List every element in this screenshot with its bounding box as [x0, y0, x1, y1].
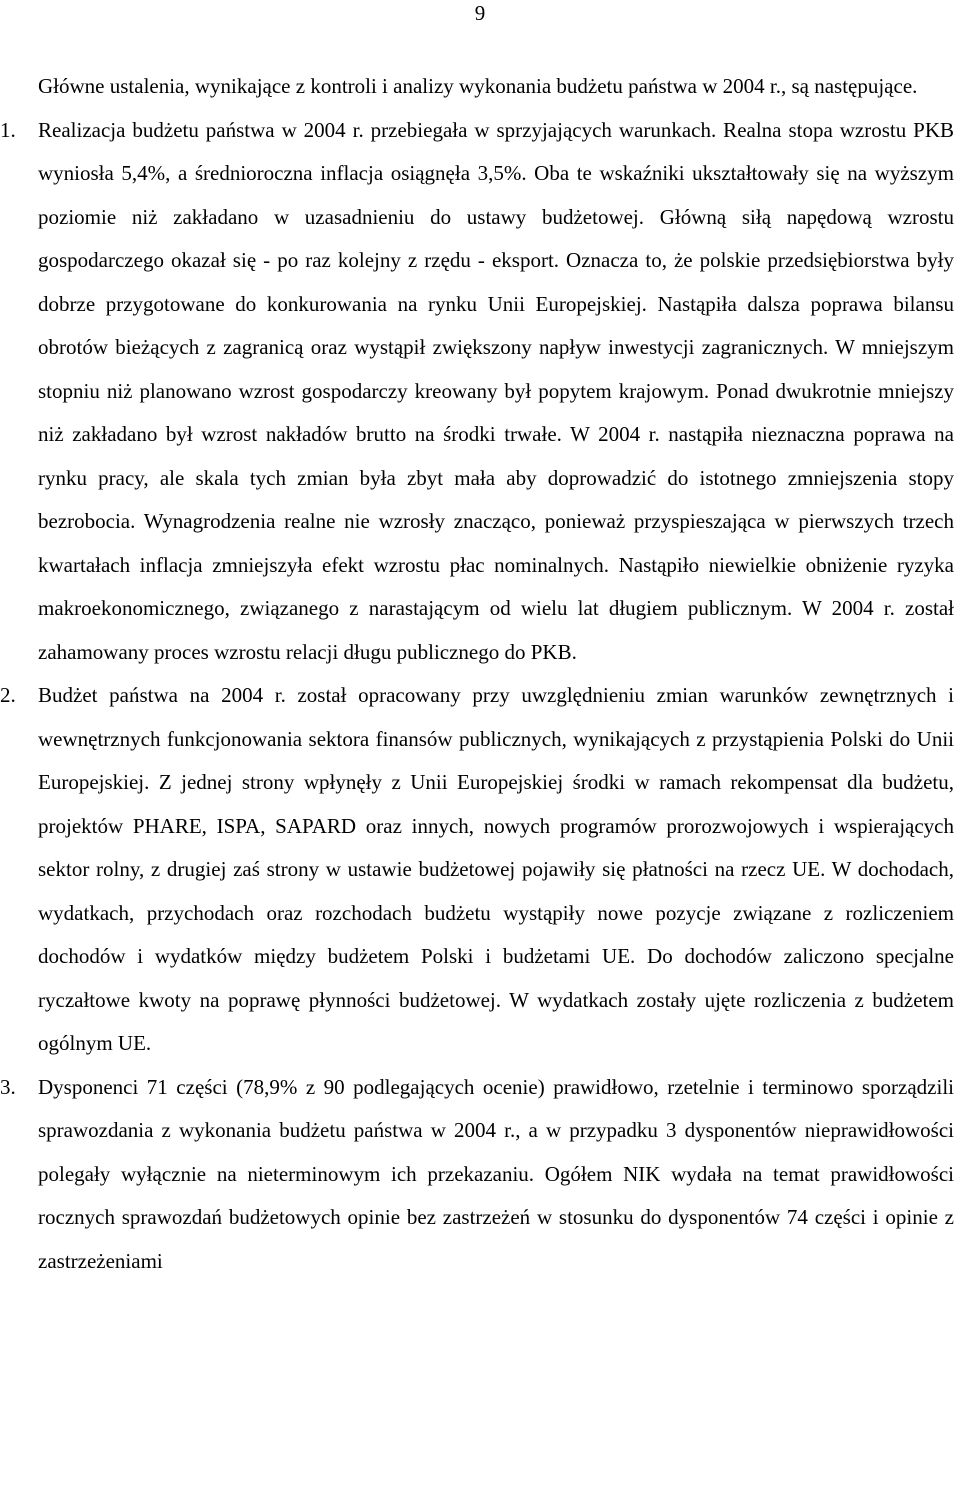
finding-text: Realizacja budżetu państwa w 2004 r. przebiegała w sprzyjających warunkach. Realna stopa wzrostu PKB wyniosła 5,4%, a średnioroczna inflacja osiągnęła 3,5%. Oba te wskaźniki ukształtowały się na wyższym poziomie niż zakładano w uzasadnieniu do ustawy budżetowej. Główną siłą napędową wzrostu gospodarczego okazał się - po raz kolejny z rzędu - eksport. Oznacza to, że polskie przedsiębiorstwa były dobrze przygotowane do konkurowania na rynku Unii Europejskiej. Nastąpiła dalsza poprawa bilansu obrotów bieżących z zagranicą oraz wystąpił zwiększony napływ inwestycji zagranicznych. W mniejszym stopniu niż planowano wzrost gospodarczy kreowany był popytem krajowym. Ponad dwukrotnie mniejszy niż zakładano był wzrost nakładów brutto na środki trwałe. W 2004 r. nastąpiła nieznaczna poprawa na rynku pracy, ale skala tych zmian była zbyt mała aby doprowadzić do istotnego zmniejszenia stopy bezrobocia. Wynagrodzenia realne nie wzrosły znacząco, ponieważ przyspieszająca w pierwszych trzech kwartałach inflacja zmniejszyła efekt wzrostu płac nominalnych. Nastąpiło niewielkie obniżenie ryzyka makroekonomicznego, związanego z narastającym od wielu lat długiem publicznym. W 2004 r. został zahamowany proces wzrostu relacji długu publicznego do PKB.	[38, 117, 954, 664]
finding-number: 3.	[0, 1074, 16, 1099]
finding-item-3	[0, 1066, 954, 1284]
document-body	[0, 65, 954, 1283]
finding-item-1	[0, 109, 954, 675]
finding-text: Dysponenci 71 części (78,9% z 90 podlegających ocenie) prawidłowo, rzetelnie i terminowo sporządzili sprawozdania z wykonania budżetu państwa w 2004 r., a w przypadku 3 dysponentów nieprawidłowości polegały wyłącznie na nieterminowym ich przekazaniu. Ogółem NIK wydała na temat prawidłowości rocznych sprawozdań budżetowych opinie bez zastrzeżeń w stosunku do dysponentów 74 części i opinie z zastrzeżeniami	[38, 1074, 954, 1273]
finding-item-2	[0, 674, 954, 1066]
page-number: 9	[474, 1, 486, 25]
finding-number: 1.	[0, 117, 16, 142]
finding-text: Budżet państwa na 2004 r. został opracowany przy uwzględnieniu zmian warunków zewnętrznych i wewnętrznych funkcjonowania sektora finansów publicznych, wynikających z przystąpienia Polski do Unii Europejskiej. Z jednej strony wpłynęły z Unii Europejskiej środki w ramach rekompensat dla budżetu, projektów PHARE, ISPA, SAPARD oraz innych, nowych programów prorozwojowych i wspierających sektor rolny, z drugiej zaś strony w ustawie budżetowej pojawiły się płatności na rzecz UE. W dochodach, wydatkach, przychodach oraz rozchodach budżetu wystąpiły nowe pozycje związane z rozliczeniem dochodów i wydatków między budżetem Polski i budżetami UE. Do dochodów zaliczono specjalne ryczałtowe kwoty na poprawę płynności budżetowej. W wydatkach zostały ujęte rozliczenia z budżetem ogólnym UE.	[38, 683, 954, 1055]
findings-list	[0, 109, 954, 1284]
intro-paragraph: Główne ustalenia, wynikające z kontroli i analizy wykonania budżetu państwa w 2004 r., są następujące.	[38, 74, 918, 98]
finding-number: 2.	[0, 683, 16, 707]
